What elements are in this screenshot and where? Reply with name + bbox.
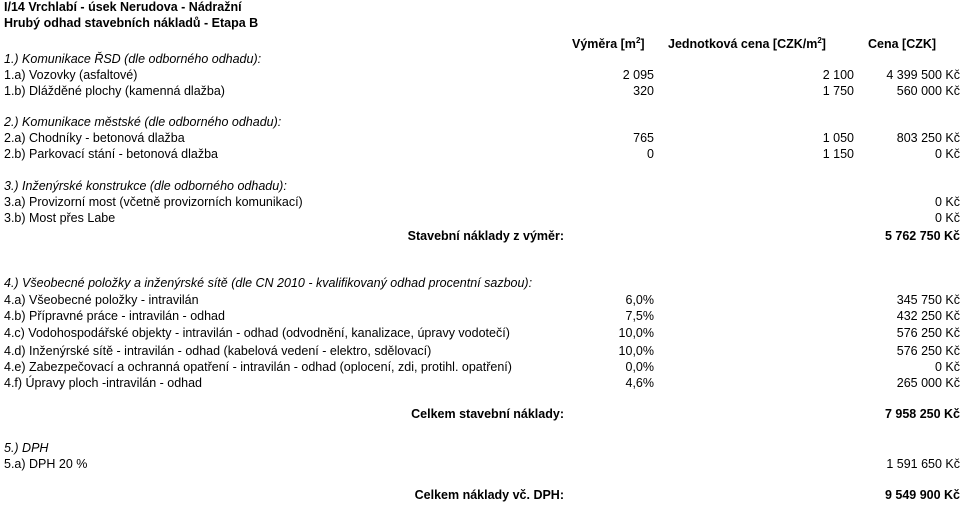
row-unit-price: 1 750 [822, 84, 854, 98]
row-label: 4.c) Vodohospodářské objekty - intravilán - odhad (odvodnění, kanalizace, úpravy vodotečí) [4, 326, 510, 340]
row-label: 4.a) Všeobecné položky - intravilán [4, 293, 199, 307]
row-label: 4.b) Přípravné práce - intravilán - odhad [4, 309, 225, 323]
row-label: 2.b) Parkovací stání - betonová dlažba [4, 147, 219, 161]
row-percent: 0,0% [625, 360, 654, 374]
row-percent: 10,0% [618, 344, 654, 358]
row-label: 5.a) DPH 20 % [4, 457, 88, 471]
row-percent: 7,5% [625, 309, 654, 323]
header-price: Cena [CZK] [868, 37, 937, 51]
row-price: 803 250 Kč [896, 131, 960, 145]
header-unit-price: Jednotková cena $[CZK/m^2]$ [668, 36, 826, 51]
row-percent: 10,0% [618, 326, 654, 340]
row-unit-price: 2 100 [822, 68, 854, 82]
total-vat-label: Celkem náklady vč. DPH: [414, 488, 564, 502]
row-price: 576 250 Kč [896, 326, 960, 340]
row-label: 4.f) Úpravy ploch -intravilán - odhad [4, 376, 203, 390]
row-percent: 6,0% [625, 293, 654, 307]
row-label: 1.b) Dlážděné plochy (kamenná dlažba) [4, 84, 225, 98]
row-label: 3.a) Provizorní most (včetně provizorních komunikací) [4, 195, 303, 209]
row-area: 2 095 [622, 68, 654, 82]
row-price: 576 250 Kč [896, 344, 960, 358]
row-label: 4.d) Inženýrské sítě - intravilán - odhad (kabelová vedení - elektro, sdělovací) [4, 344, 432, 358]
row-price: 1 591 650 Kč [886, 457, 960, 471]
row-price: 0 Kč [934, 360, 960, 374]
subtotal-label: Stavební náklady z výměr: [407, 229, 564, 243]
row-unit-price: 1 050 [822, 131, 854, 145]
row-area: 0 [647, 147, 654, 161]
row-label: 1.a) Vozovky (asfaltové) [4, 68, 138, 82]
row-price: 0 Kč [934, 147, 960, 161]
section-4-heading: 4.) Všeobecné položky a inženýrské sítě (dle CN 2010 - kvalifikovaný odhad procentní sazbou): [4, 276, 533, 290]
row-percent: 4,6% [625, 376, 654, 390]
title-line-1: I/14 Vrchlabí - úsek Nerudova - Nádražní [4, 0, 242, 14]
row-area: 765 [633, 131, 654, 145]
row-unit-price: 1 150 [822, 147, 854, 161]
subtotal-value: 5 762 750 Kč [884, 229, 960, 243]
total-build-value: 7 958 250 Kč [884, 407, 960, 421]
section-3-heading: 3.) Inženýrské konstrukce (dle odborného odhadu): [4, 179, 287, 193]
row-area: 320 [633, 84, 654, 98]
row-label: 3.b) Most přes Labe [4, 211, 116, 225]
header-area: Výměra $[m^2]$ [572, 36, 645, 51]
row-label: 2.a) Chodníky - betonová dlažba [4, 131, 185, 145]
row-price: 0 Kč [934, 195, 960, 209]
row-label: 4.e) Zabezpečovací a ochranná opatření - intravilán - odhad (oplocení, zdi, protihl. opatření) [4, 360, 512, 374]
section-5-heading: 5.) DPH [4, 441, 49, 455]
row-price: 432 250 Kč [896, 309, 960, 323]
row-price: 265 000 Kč [896, 376, 960, 390]
row-price: 560 000 Kč [896, 84, 960, 98]
row-price: 0 Kč [934, 211, 960, 225]
section-2-heading: 2.) Komunikace městské (dle odborného odhadu): [4, 115, 282, 129]
total-build-label: Celkem stavební náklady: [411, 407, 564, 421]
row-price: 4 399 500 Kč [886, 68, 960, 82]
row-price: 345 750 Kč [896, 293, 960, 307]
total-vat-value: 9 549 900 Kč [884, 488, 960, 502]
title-line-2: Hrubý odhad stavebních nákladů - Etapa B [4, 16, 259, 30]
section-1-heading: 1.) Komunikace ŘSD (dle odborného odhadu): [4, 52, 262, 66]
